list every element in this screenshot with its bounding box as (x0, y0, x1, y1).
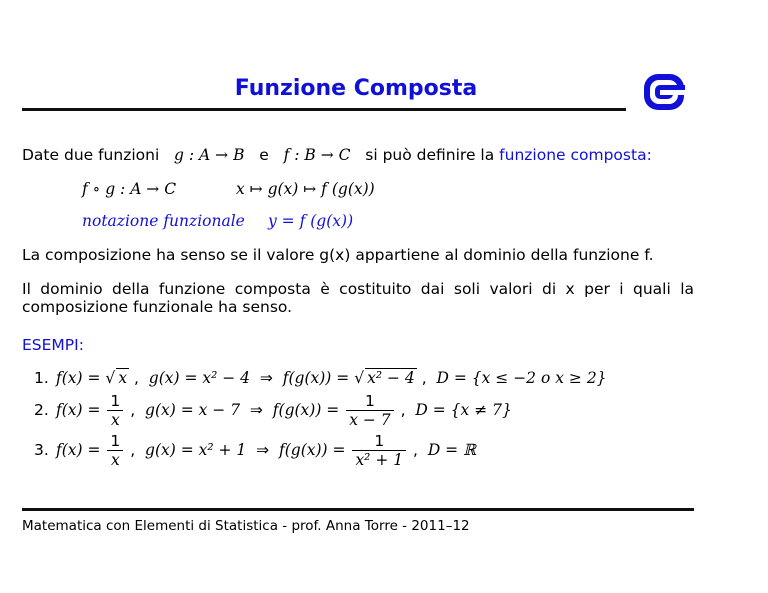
fraction-denominator: x − 7 (349, 411, 391, 429)
intro-post: si può definire la (365, 146, 495, 164)
example-domain: D = ℝ (427, 441, 476, 459)
example-number: 2. (34, 401, 49, 419)
intro-highlight: funzione composta: (499, 146, 652, 164)
example-f-radicand: x (118, 369, 128, 387)
implies-arrow: ⇒ (256, 441, 270, 459)
example-fg: f(g(x)) = (282, 369, 355, 387)
composition-map: f ∘ g : A → C (82, 180, 177, 198)
fraction (352, 432, 406, 469)
example-1: 1. f(x) = √ x , g(x) = x² − 4 ⇒ f(g(x)) = √ x² − 4 , D = {x ≤ −2 o x ≥ 2} (34, 369, 607, 387)
domain-text-line2: composizione funzionale ha senso. (22, 298, 293, 316)
fraction (107, 392, 123, 429)
fraction (346, 392, 393, 429)
example-g: g(x) = x² + 1 (145, 441, 247, 459)
footer-rule (22, 508, 694, 511)
notation-expr: y = f (g(x)) (268, 212, 354, 230)
fraction-numerator: 1 (107, 432, 123, 451)
example-f: f(x) = (56, 369, 106, 387)
example-fg: f(g(x)) = (279, 441, 351, 459)
cnr-logo-icon (643, 73, 685, 111)
composition-rule: x ↦ g(x) ↦ f (g(x)) (236, 180, 375, 198)
sense-text: La composizione ha senso se il valore g(x) appartiene al dominio della funzione f. (22, 246, 654, 264)
f-mapping: f : B → C (283, 146, 351, 164)
example-g: g(x) = x² − 4 (148, 369, 251, 387)
intro-conj: e (259, 146, 269, 164)
example-fg-radicand: x² − 4 (367, 369, 415, 387)
examples-heading: ESEMPI: (22, 336, 84, 354)
example-g: g(x) = x − 7 (145, 401, 241, 419)
example-domain: D = {x ≠ 7} (415, 401, 512, 419)
fraction-denominator: x² + 1 (355, 451, 404, 469)
example-number: 3. (34, 441, 49, 459)
example-domain: D = {x ≤ −2 o x ≥ 2} (436, 369, 607, 387)
sqrt-sign: √ (105, 369, 116, 387)
g-mapping: g : A → B (174, 146, 245, 164)
fraction-denominator: x (110, 411, 120, 429)
example-2: 2. f(x) = $\frac{1}{x}$ , g(x) = x − 7 ⇒ f(g(x)) = $\frac{1}{x - 7}$ , D = {x ≠ 7} (34, 392, 512, 429)
fraction (107, 432, 123, 469)
intro-pre: Date due funzioni (22, 146, 160, 164)
example-fg: f(g(x)) = (272, 401, 345, 419)
fraction-numerator: 1 (346, 392, 393, 411)
intro-line (22, 146, 652, 164)
example-number: 1. (34, 369, 49, 387)
fraction-numerator: 1 (352, 432, 406, 451)
footer-text: Matematica con Elementi di Statistica - prof. Anna Torre - 2011–12 (22, 518, 470, 534)
header-rule (22, 108, 626, 111)
domain-text-line1: Il dominio della funzione composta è costituito dai soli valori di x per i quali la (22, 280, 694, 298)
example-f: f(x) = (56, 441, 106, 459)
fraction-numerator: 1 (107, 392, 123, 411)
sqrt-sign: √ (354, 369, 365, 387)
fraction-denominator: x (110, 451, 120, 469)
example-f: f(x) = (56, 401, 106, 419)
implies-arrow: ⇒ (249, 401, 263, 419)
page-title: Funzione Composta (234, 76, 478, 101)
example-3: 3. f(x) = $\frac{1}{x}$ , g(x) = x² + 1 ⇒ f(g(x)) = $\frac{1}{\text{x² + 1}}$ , D = ℝ (34, 432, 476, 469)
implies-arrow: ⇒ (259, 369, 273, 387)
notation-label: notazione funzionale (82, 212, 245, 230)
